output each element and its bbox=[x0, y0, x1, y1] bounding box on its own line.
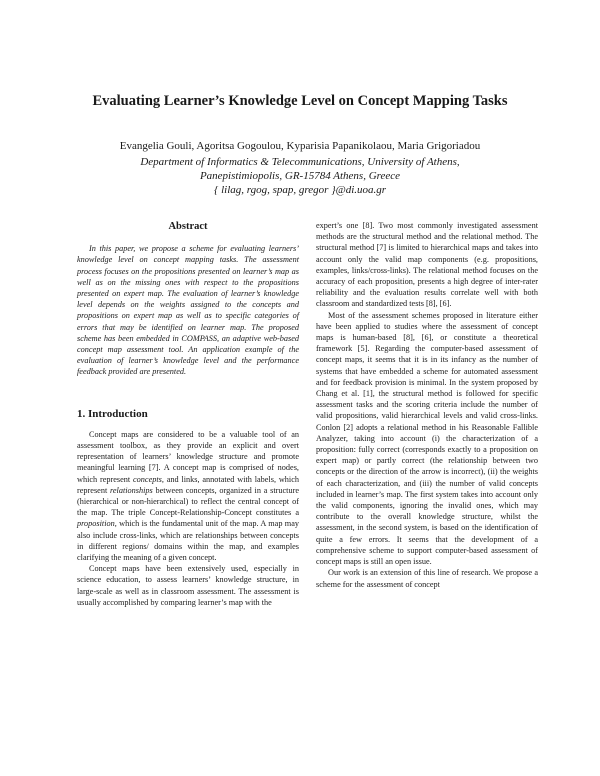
intro-paragraph-2-continued: expert’s one [8]. Two most commonly investigated assessment methods are the structural method and the relational method. The structural method [7] is limited to hierarchical maps and takes into account only the valid map components (e.g. propositions, examples, links/cross-links). The relational method focuses on the accuracy of each proposition, presents a high degree of inter-rater reliability and the evaluation results correlate well with both classroom and standardized tests [8], [6]. bbox=[316, 221, 538, 309]
affiliation-line: Panepistimiopolis, GR-15784 Athens, Greece bbox=[199, 170, 401, 182]
intro-paragraph-2: Concept maps have been extensively used, especially in science education, to assess learners’ knowledge structure, in large-scale as well as in classroom assessment. The assessment is usually accomplished by comparing learner’s map with the bbox=[77, 564, 299, 607]
abstract-heading: Abstract bbox=[168, 221, 208, 232]
right-column bbox=[316, 220, 538, 590]
abstract-text: In this paper, we propose a scheme for evaluating learners’ knowledge level on concept mapping tasks. The assessment process focuses on the propositions presented on learner’s map as well as on the missing ones with respect to the propositions presented on expert map. The evaluation of learner’s knowledge level depends on the weights assigned to the concepts and propositions on expert map as well as to specific categories of errors that may be identified on learner map. The proposed scheme has been embedded in COMPASS, an adaptive web-based concept map assessment tool. An application example of the evaluation of learner’s knowledge level and the performance feedback provided are presented. bbox=[77, 244, 299, 377]
affiliation-email: { lilag, rgog, spap, gregor }@di.uoa.gr bbox=[213, 184, 387, 196]
intro-paragraph-1: Concept maps are considered to be a valuable tool of an assessment toolbox, as they provide an explicit and overt representation of learners’ knowledge structure and promote meaningful learning [7]. A concept map is comprised of nodes, which represent concepts, and links, annotated with labels, which represent relationships between concepts, organized in a structure (hierarchical or non-hierarchical) to reflect the central concept of the map. The triple Concept-Relationship-Concept constitutes a proposition, which is the fundamental unit of the map. A map may also include cross-links, which are relationships between concepts in different regions/ domains within the map, and examples clarifying the meaning of a given concept. bbox=[77, 429, 299, 563]
section-heading-introduction: 1. Introduction bbox=[77, 407, 148, 420]
paper-title: Evaluating Learner’s Knowledge Level on Concept Mapping Tasks bbox=[92, 93, 508, 109]
author-list: Evangelia Gouli, Agoritsa Gogoulou, Kyparisia Papanikolaou, Maria Grigoriadou bbox=[119, 140, 481, 152]
intro-paragraph-4: Our work is an extension of this line of research. We propose a scheme for the assessment of concept bbox=[316, 568, 538, 589]
intro-paragraph-3: Most of the assessment schemes proposed in literature either have been applied to studies where the assessment of concept maps is human-based [8], [6], or constitute a theoretical framework [5]. Regarding the computer-based assessment of concept maps, it seems that it is in its infancy as the number of systems that have embedded a scheme for automated assessment and for feedback provision is minimal. In the system proposed by Chang et al. [1], the structural method is followed for specific assessment tasks and the scoring criteria include the number of valid propositions, valid hierarchical levels and valid cross-links. Conlon [2] adopts a relational method in his Reasonable Fallible Analyzer, taking into account (i) the characterization of a proposition: fully correct (corresponds exactly to a proposition on expert map) or partly correct (the relationship between two concepts or the direction of the arrow is incorrect), (ii) the weights of each characterization, and (iii) the number of valid concepts included in learner’s map. The first system takes into account only the valid components, ignoring the invalid ones, which may contribute to the overall knowledge structure, whilst the assessment, in the second system, is based on the identification of quite a few errors. It seems that the development of a comprehensive scheme to support computer-based assessment of concept maps is still an open issue. bbox=[316, 310, 538, 567]
left-column bbox=[77, 218, 299, 608]
affiliation-line: Department of Informatics & Telecommunications, University of Athens, bbox=[140, 156, 460, 168]
